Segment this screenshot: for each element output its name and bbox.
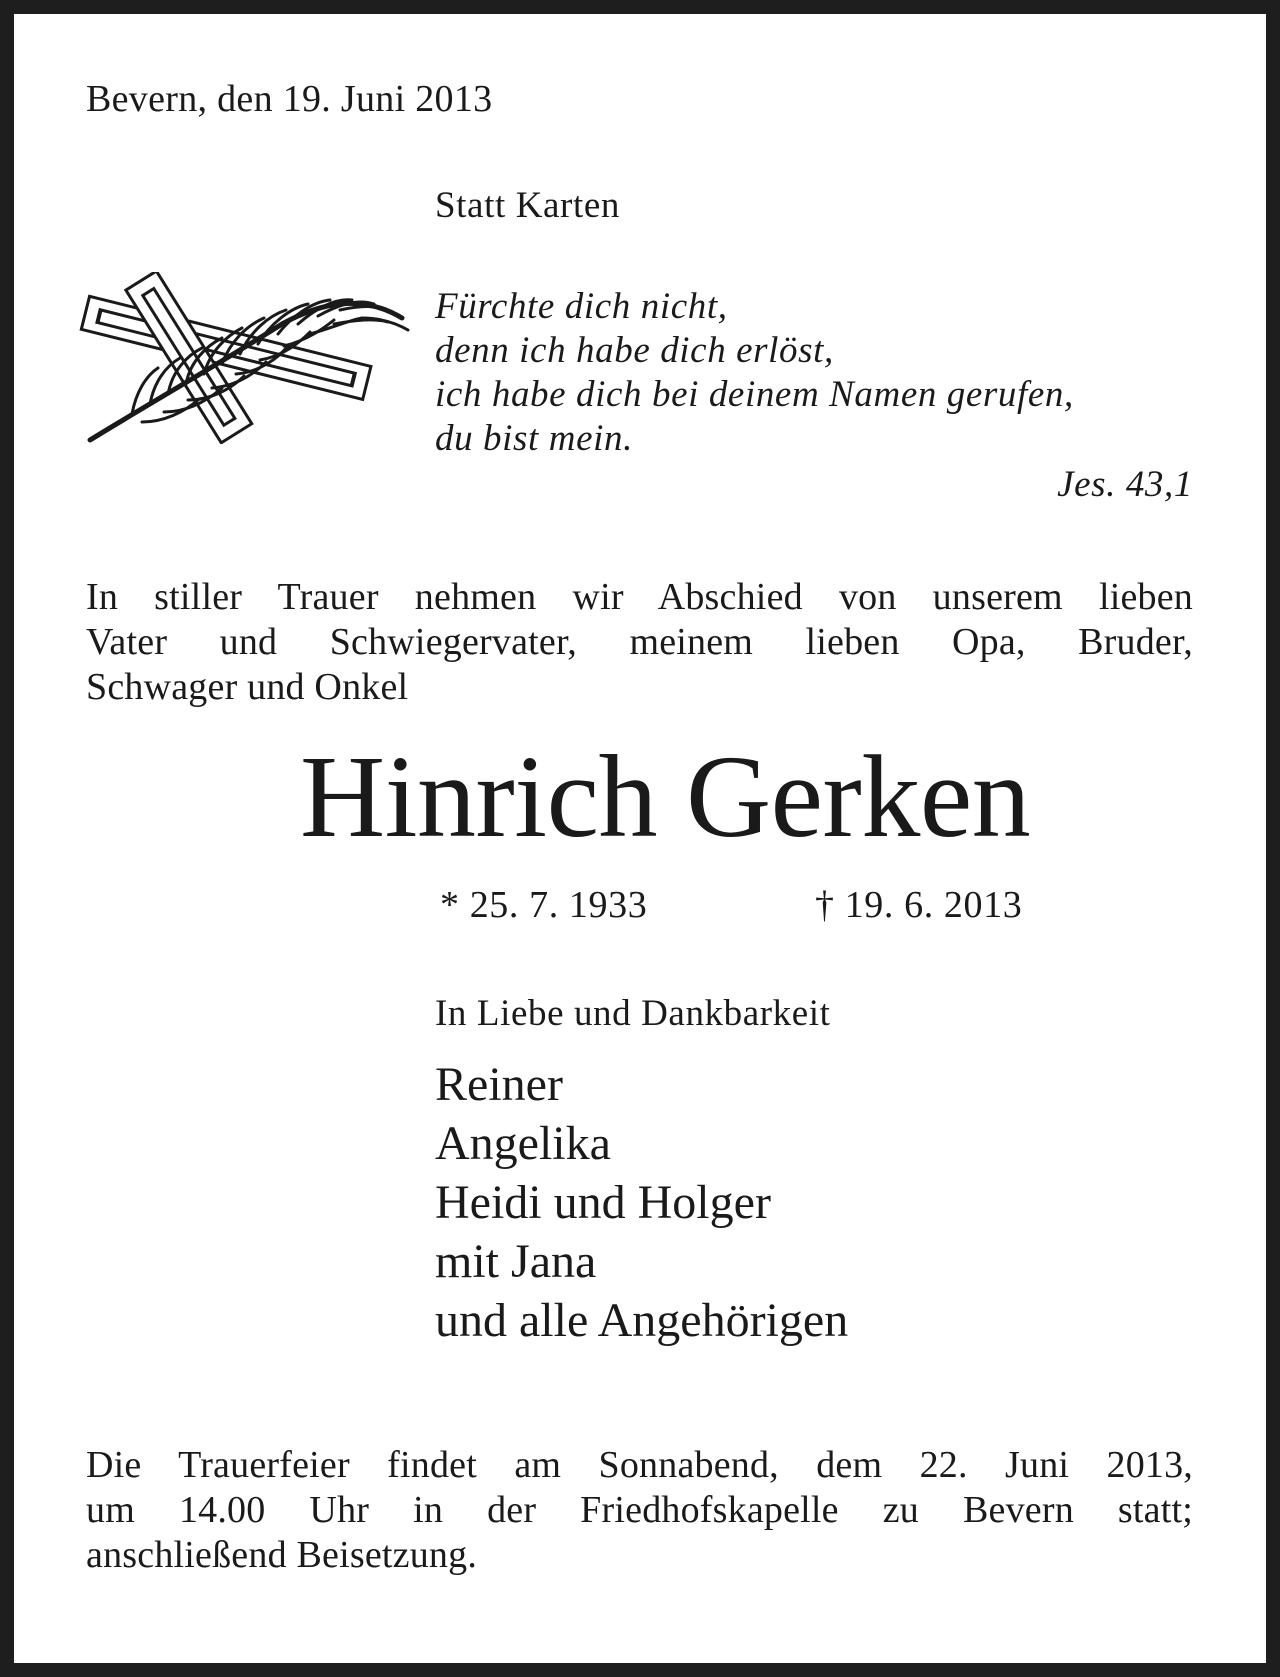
intro-line: Vater und Schwiegervater, meinem lieben Opa, Bruder, [86,621,1193,663]
statt-karten-label: Statt Karten [435,185,620,226]
death-date: † 19. 6. 2013 [815,884,1023,926]
cross-with-palm-frond-icon [72,272,414,444]
intro-line: Schwager und Onkel [86,666,409,708]
mourner-name: Heidi und Holger [435,1176,771,1229]
mourner-name: Angelika [435,1117,611,1170]
intro-paragraph [86,575,1193,710]
deceased-name: Hinrich Gerken [300,731,1031,862]
mourner-name: und alle Angehörigen [435,1294,849,1347]
verse-line: ich habe dich bei deinem Namen gerufen, [435,374,1074,415]
verse-line: du bist mein. [435,418,633,459]
place-date: Bevern, den 19. Juni 2013 [86,78,493,120]
thanks-line: In Liebe und Dankbarkeit [435,993,831,1034]
bible-verse [435,285,1074,461]
verse-line: Fürchte dich nicht, [435,286,728,327]
mourners-list [435,1055,848,1350]
service-info-paragraph [86,1443,1193,1578]
service-line: Die Trauerfeier findet am Sonnabend, dem 22. Juni 2013, [86,1444,1193,1486]
birth-date: * 25. 7. 1933 [440,884,648,926]
verse-reference: Jes. 43,1 [1057,464,1193,505]
service-line: anschließend Beisetzung. [86,1534,478,1576]
verse-line: denn ich habe dich erlöst, [435,330,834,371]
intro-line: In stiller Trauer nehmen wir Abschied von unserem lieben [86,576,1193,618]
service-line: um 14.00 Uhr in der Friedhofskapelle zu Bevern statt; [86,1489,1193,1531]
mourner-name: Reiner [435,1058,563,1111]
mourner-name: mit Jana [435,1235,597,1288]
